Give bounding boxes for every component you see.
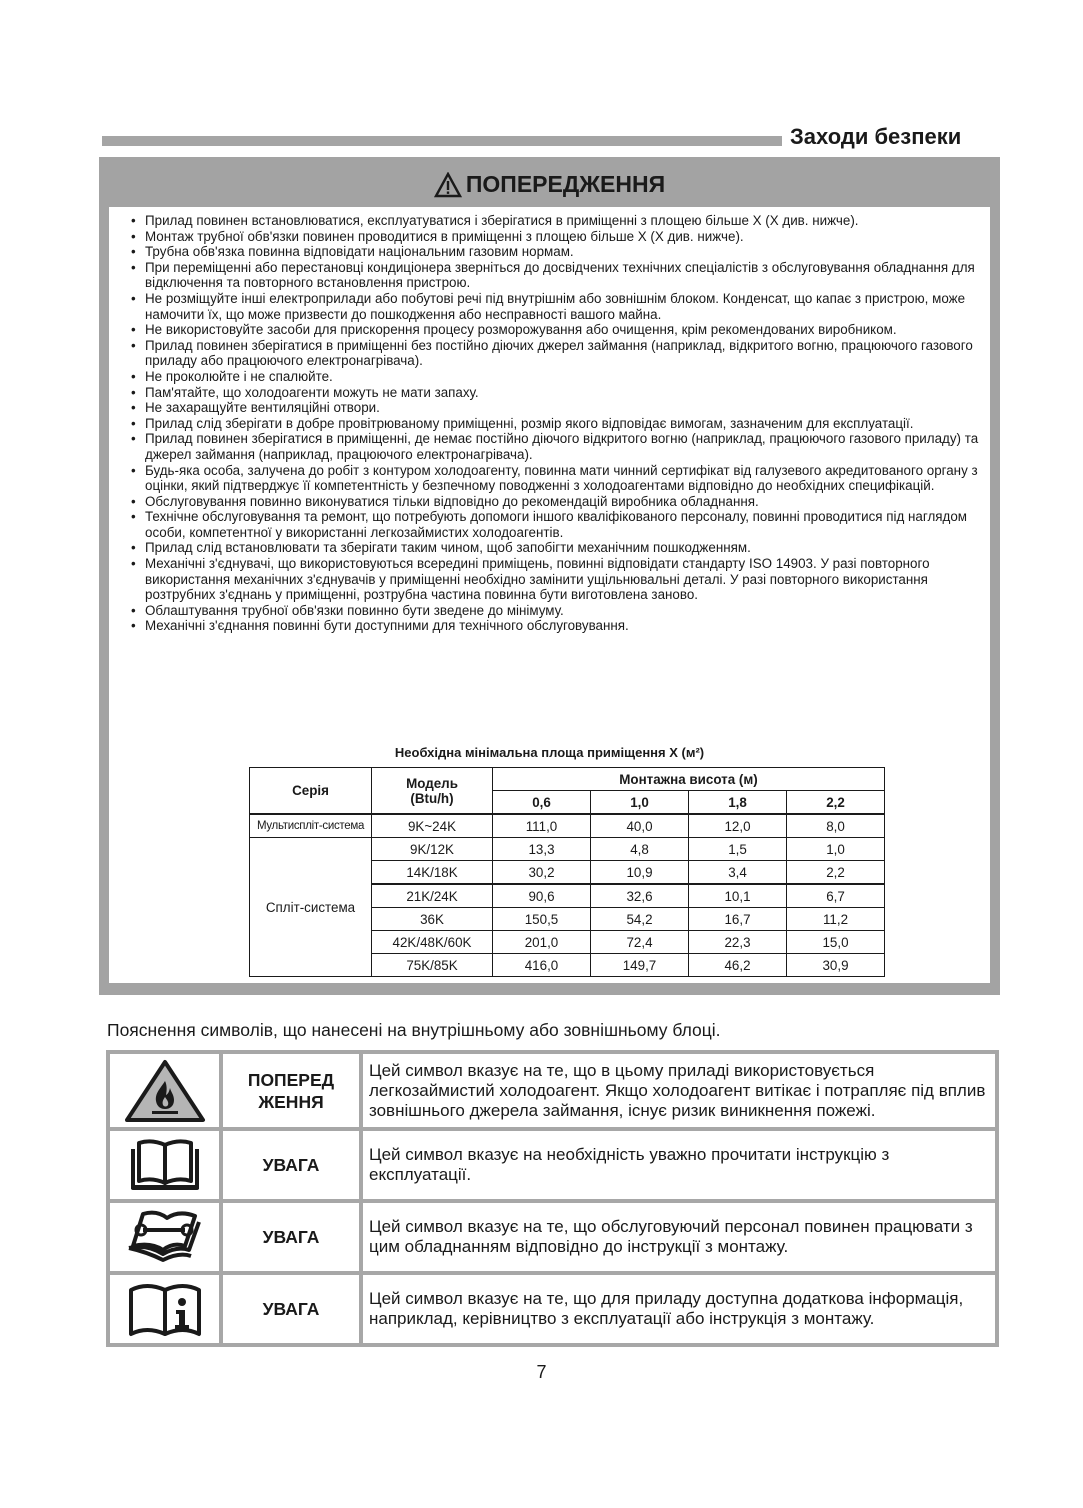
value-cell: 32,6 bbox=[591, 884, 689, 908]
symbol-row bbox=[110, 1054, 995, 1127]
value-cell: 201,0 bbox=[493, 931, 591, 954]
value-cell: 1,5 bbox=[689, 838, 787, 861]
symbols-table bbox=[106, 1050, 999, 1347]
symbol-label: УВАГА bbox=[223, 1275, 359, 1343]
warning-item: • Пам'ятайте, що холодоагенти можуть не мати запаху. bbox=[129, 385, 981, 401]
symbol-icon-cell bbox=[110, 1054, 219, 1127]
warning-title: ПОПЕРЕДЖЕННЯ bbox=[465, 171, 666, 197]
warning-item: • Прилад слід зберігати в добре провітрюваному приміщенні, розмір якого відповідає вимогам, зазначеним для експлуатації. bbox=[129, 416, 981, 432]
warning-item: • Не проколюйте і не спалюйте. bbox=[129, 369, 981, 385]
warning-item: • Монтаж трубної обв'язки повинен проводитися в приміщенні з площею більше X (X див. нижче). bbox=[129, 229, 981, 245]
header-model bbox=[372, 768, 493, 815]
value-cell: 111,0 bbox=[493, 814, 591, 838]
symbol-description: Цей символ вказує на те, що в цьому приладі використовується легкозаймистий холодоагент. Якщо холодоагент витікає і потрапляє під вплив зовнішнього джерела займання, існує ризик виникнення пожежі. bbox=[363, 1054, 995, 1127]
warning-item: • Не захаращуйте вентиляційні отвори. bbox=[129, 400, 981, 416]
value-cell: 3,4 bbox=[689, 861, 787, 885]
read-manual-icon bbox=[125, 1137, 205, 1193]
warning-item: • Облаштування трубної обв'язки повинно бути зведене до мінімуму. bbox=[129, 603, 981, 619]
flammable-warning-icon bbox=[124, 1059, 206, 1123]
warning-item: • Обслуговування повинно виконуватися тільки відповідно до рекомендацій виробника обладнання. bbox=[129, 494, 981, 510]
header-series: Серія bbox=[250, 768, 372, 815]
warning-item: • Прилад повинен зберігатися в приміщенні, де немає постійно діючого відкритого вогню (наприклад, працюючого газового приладу) та джерел займання (наприклад, працюючого електронагрівача). bbox=[129, 431, 981, 462]
table-row bbox=[250, 814, 885, 838]
symbol-description: Цей символ вказує на необхідність уважно прочитати інструкцію з експлуатації. bbox=[363, 1131, 995, 1199]
value-cell: 8,0 bbox=[787, 814, 885, 838]
model-cell: 75K/85K bbox=[372, 954, 493, 977]
warning-item: • Не розміщуйте інші електроприлади або побутові речі під внутрішнім або зовнішнім блоком. Конденсат, що капає з пристрою, може намочити їх, що може призвести до пошкодження або несправності вашого майна. bbox=[129, 291, 981, 322]
series-cell: Спліт-система bbox=[250, 838, 372, 977]
symbol-row bbox=[110, 1203, 995, 1271]
warning-triangle-icon bbox=[434, 172, 462, 198]
model-cell: 9K/12K bbox=[372, 838, 493, 861]
value-cell: 22,3 bbox=[689, 931, 787, 954]
symbol-icon-cell bbox=[110, 1131, 219, 1199]
model-cell: 36K bbox=[372, 908, 493, 931]
value-cell: 13,3 bbox=[493, 838, 591, 861]
symbol-label: УВАГА bbox=[223, 1203, 359, 1271]
symbol-label bbox=[223, 1054, 359, 1127]
symbol-label: УВАГА bbox=[223, 1131, 359, 1199]
warning-item: • Механічні з'єднання повинні бути доступними для технічного обслуговування. bbox=[129, 618, 981, 634]
value-cell: 149,7 bbox=[591, 954, 689, 977]
warning-item: • Прилад повинен зберігатися в приміщенні без постійно діючих джерел займання (наприклад, відкритого вогню, працюючого газового приладу або працюючого електронагрівача). bbox=[129, 338, 981, 369]
service-manual-icon bbox=[125, 1210, 205, 1264]
header-model-label: Модель bbox=[406, 775, 458, 791]
header-install-height: Монтажна висота (м) bbox=[493, 768, 885, 791]
symbol-description: Цей символ вказує на те, що обслуговуючий персонал повинен працювати з цим обладнанням відповідно до інструкції з монтажу. bbox=[363, 1203, 995, 1271]
value-cell: 90,6 bbox=[493, 884, 591, 908]
header-height: 1,0 bbox=[591, 791, 689, 815]
symbol-description: Цей символ вказує на те, що для приладу доступна додаткова інформація, наприклад, керівництво з експлуатації або інструкція з монтажу. bbox=[363, 1275, 995, 1343]
value-cell: 416,0 bbox=[493, 954, 591, 977]
warning-item: • При переміщенні або перестановці кондиціонера зверніться до досвідчених технічних спеціалістів з обслуговування обладнання для відключення та повторного встановлення пристрою. bbox=[129, 260, 981, 291]
model-cell: 9K~24K bbox=[372, 814, 493, 838]
value-cell: 40,0 bbox=[591, 814, 689, 838]
page-number: 7 bbox=[536, 1362, 547, 1382]
value-cell: 6,7 bbox=[787, 884, 885, 908]
warning-box bbox=[99, 157, 1000, 995]
value-cell: 10,1 bbox=[689, 884, 787, 908]
value-cell: 15,0 bbox=[787, 931, 885, 954]
warning-item: • Механічні з'єднувачі, що використовуються всередині приміщень, повинні відповідати стандарту ISO 14903. У разі повторного використання механічних з'єднувачів у приміщенні необхідно замінити ущільнювальні деталі. У разі повторного використання розтрубних з'єднань у приміщенні, розтрубна частина повинна бути виготовлена заново. bbox=[129, 556, 981, 603]
warning-item: • Технічне обслуговування та ремонт, що потребують допомоги іншого кваліфікованого персоналу, повинні проводитися під наглядом особи, компетентної у використанні легкозаймистих холодоагентів. bbox=[129, 509, 981, 540]
warning-item: • Не використовуйте засоби для прискорення процесу розморожування або очищення, крім рекомендованих виробником. bbox=[129, 322, 981, 338]
warning-item: • Прилад слід встановлювати та зберігати таким чином, щоб запобігти механічним пошкодженням. bbox=[129, 540, 981, 556]
symbol-icon-cell bbox=[110, 1275, 219, 1343]
symbols-intro: Пояснення символів, що нанесені на внутрішньому або зовнішньому блоці. bbox=[107, 1020, 721, 1040]
warning-content bbox=[109, 207, 990, 983]
header-model-unit: (Btu/h) bbox=[410, 790, 454, 806]
value-cell: 150,5 bbox=[493, 908, 591, 931]
warning-heading bbox=[99, 171, 1000, 198]
min-area-table bbox=[249, 767, 885, 977]
value-cell: 1,0 bbox=[787, 838, 885, 861]
header-height: 0,6 bbox=[493, 791, 591, 815]
value-cell: 30,9 bbox=[787, 954, 885, 977]
value-cell: 2,2 bbox=[787, 861, 885, 885]
table-row bbox=[250, 838, 885, 861]
value-cell: 11,2 bbox=[787, 908, 885, 931]
value-cell: 30,2 bbox=[493, 861, 591, 885]
model-cell: 42K/48K/60K bbox=[372, 931, 493, 954]
section-header-bar bbox=[102, 136, 782, 146]
model-cell: 21K/24K bbox=[372, 884, 493, 908]
warning-item: • Будь-яка особа, залучена до робіт з контуром холодоагенту, повинна мати чинний сертифікат від галузевого акредитованого органу з оцінки, який підтверджує її компетентність у безпечному поводженні з холодоагентами відповідно до необхідних специфікацій. bbox=[129, 463, 981, 494]
symbol-row bbox=[110, 1131, 995, 1199]
value-cell: 16,7 bbox=[689, 908, 787, 931]
symbol-label-line: ПОПЕРЕД bbox=[247, 1069, 335, 1090]
series-cell: Мультиспліт-система bbox=[250, 814, 372, 838]
value-cell: 12,0 bbox=[689, 814, 787, 838]
model-cell: 14K/18K bbox=[372, 861, 493, 885]
value-cell: 54,2 bbox=[591, 908, 689, 931]
table-caption: Необхідна мінімальна площа приміщення X (м²) bbox=[394, 745, 705, 760]
symbol-row bbox=[110, 1275, 995, 1343]
header-height: 2,2 bbox=[787, 791, 885, 815]
value-cell: 46,2 bbox=[689, 954, 787, 977]
warning-item: • Трубна обв'язка повинна відповідати національним газовим нормам. bbox=[129, 244, 981, 260]
value-cell: 4,8 bbox=[591, 838, 689, 861]
header-height: 1,8 bbox=[689, 791, 787, 815]
symbol-label-line: ЖЕННЯ bbox=[258, 1091, 324, 1112]
section-title: Заходи безпеки bbox=[790, 124, 962, 149]
info-manual-icon bbox=[127, 1280, 203, 1338]
warning-item: • Прилад повинен встановлюватися, експлуатуватися і зберігатися в приміщенні з площею більше X (X див. нижче). bbox=[129, 213, 981, 229]
value-cell: 10,9 bbox=[591, 861, 689, 885]
value-cell: 72,4 bbox=[591, 931, 689, 954]
warning-list bbox=[129, 213, 981, 634]
symbol-icon-cell bbox=[110, 1203, 219, 1271]
